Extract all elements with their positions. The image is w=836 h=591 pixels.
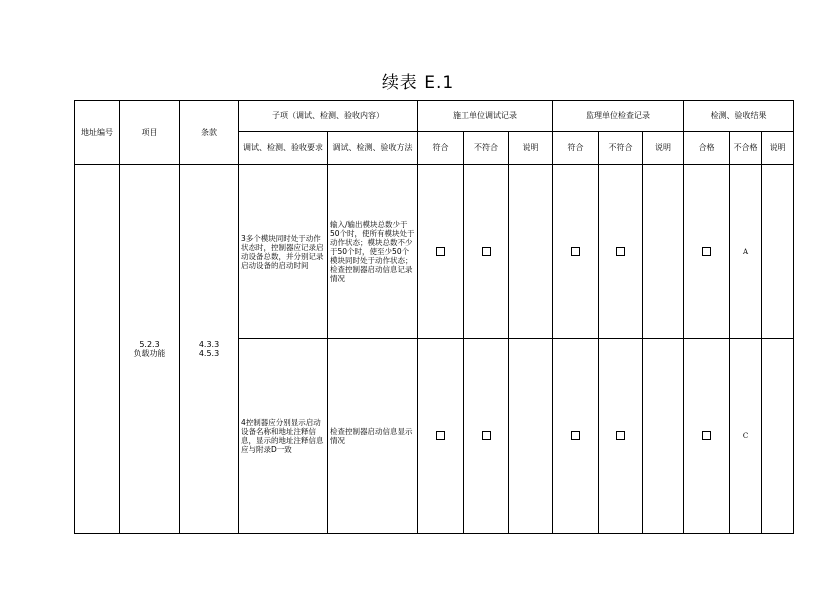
method-cell: 检查控制器启动信息显示情况 <box>328 339 418 534</box>
header-clause: 条款 <box>180 101 239 165</box>
result-note-cell[interactable] <box>762 165 794 339</box>
result-pass-checkbox[interactable] <box>702 431 711 440</box>
header-construction-conform: 符合 <box>418 132 464 165</box>
result-letter: A <box>743 247 749 256</box>
header-supervision-record: 监理单位检查记录 <box>553 101 684 132</box>
header-result: 检测、验收结果 <box>684 101 794 132</box>
table-row <box>75 165 794 339</box>
header-result-note: 说明 <box>762 132 794 165</box>
header-sub-requirement: 调试、检测、验收要求 <box>239 132 328 165</box>
clause-cell: 4.3.3 4.5.3 <box>180 165 239 534</box>
header-sub-method: 调试、检测、验收方法 <box>328 132 418 165</box>
method-cell: 输入/输出模块总数少于50个时，使所有模块处于动作状态；模块总数不少于50个时，使至少50个模块同时处于动作状态；检查控制器启动信息记录情况 <box>328 165 418 339</box>
construction-nonconform-cell <box>464 339 509 534</box>
result-letter: C <box>742 432 749 441</box>
construction-conform-checkbox[interactable] <box>436 431 445 440</box>
result-pass-cell <box>684 339 730 534</box>
header-supervision-conform: 符合 <box>553 132 599 165</box>
item-cell: 5.2.3 负载功能 <box>120 165 180 534</box>
result-note-cell[interactable] <box>762 339 794 534</box>
header-construction-nonconform: 不符合 <box>464 132 509 165</box>
requirement-cell: 3多个模块同时处于动作状态时，控制器应记录启动设备总数，并分别记录启动设备的启动时间 <box>239 165 328 339</box>
supervision-note-cell[interactable] <box>643 165 684 339</box>
header-construction-note: 说明 <box>509 132 553 165</box>
construction-note-cell[interactable] <box>509 339 553 534</box>
result-fail-cell <box>730 339 762 534</box>
header-sub-item: 子项（调试、检测、验收内容） <box>239 101 418 132</box>
header-supervision-nonconform: 不符合 <box>599 132 643 165</box>
construction-conform-checkbox[interactable] <box>436 247 445 256</box>
supervision-conform-cell <box>553 339 599 534</box>
result-fail-cell <box>730 165 762 339</box>
header-supervision-note: 说明 <box>643 132 684 165</box>
header-address-no: 地址编号 <box>75 101 120 165</box>
supervision-nonconform-checkbox[interactable] <box>616 247 625 256</box>
construction-conform-cell <box>418 339 464 534</box>
supervision-conform-checkbox[interactable] <box>571 247 580 256</box>
supervision-nonconform-cell <box>599 165 643 339</box>
header-row-1 <box>75 101 794 132</box>
result-pass-checkbox[interactable] <box>702 247 711 256</box>
header-construction-record: 施工单位调试记录 <box>418 101 553 132</box>
supervision-note-cell[interactable] <box>643 339 684 534</box>
result-pass-cell <box>684 165 730 339</box>
address-no-cell <box>75 165 120 534</box>
supervision-nonconform-checkbox[interactable] <box>616 431 625 440</box>
construction-nonconform-checkbox[interactable] <box>482 247 491 256</box>
header-result-pass: 合格 <box>684 132 730 165</box>
construction-conform-cell <box>418 165 464 339</box>
construction-note-cell[interactable] <box>509 165 553 339</box>
requirement-cell: 4控制器应分别显示启动设备名称和地址注释信息，显示的地址注释信息应与附录D一致 <box>239 339 328 534</box>
supervision-conform-cell <box>553 165 599 339</box>
header-item: 项目 <box>120 101 180 165</box>
construction-nonconform-checkbox[interactable] <box>482 431 491 440</box>
inspection-table <box>74 100 794 534</box>
header-result-fail: 不合格 <box>730 132 762 165</box>
supervision-conform-checkbox[interactable] <box>571 431 580 440</box>
supervision-nonconform-cell <box>599 339 643 534</box>
page-title: 续表 E.1 <box>381 73 455 93</box>
construction-nonconform-cell <box>464 165 509 339</box>
